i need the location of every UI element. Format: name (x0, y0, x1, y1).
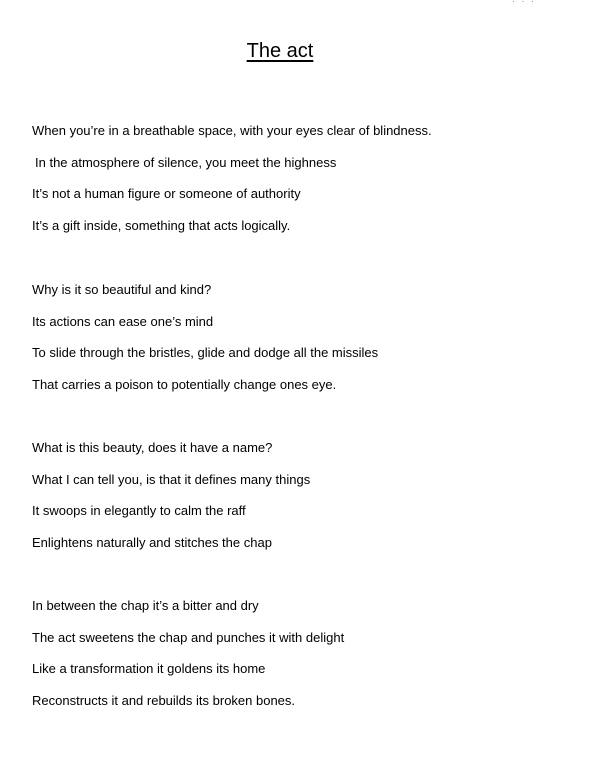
stanza-1 (32, 123, 552, 250)
poem-line: Like a transformation it goldens its home (32, 661, 266, 677)
poem-line: The act sweetens the chap and punches it with delight (32, 629, 345, 645)
poem-title: The act (246, 40, 314, 62)
poem-line: Its actions can ease one’s mind (32, 313, 214, 329)
poem-line: Why is it so beautiful and kind? (32, 282, 212, 297)
poem-line: Enlightens naturally and stitches the chap (32, 535, 272, 551)
poem-line: It’s a gift inside, something that acts logically. (32, 218, 291, 234)
poem-line: In the atmosphere of silence, you meet the highness (35, 154, 337, 170)
poem-line: To slide through the bristles, glide and dodge all the missiles (32, 345, 379, 361)
poem-line: In between the chap it’s a bitter and dry (32, 598, 259, 613)
page-corner-mark: · · · (512, 0, 536, 6)
poem-line: What is this beauty, does it have a name? (32, 440, 273, 455)
stanza-2 (32, 282, 552, 409)
stanza-3 (32, 440, 552, 567)
poem-line: What I can tell you, is that it defines many things (32, 471, 311, 487)
poem-line: It swoops in elegantly to calm the raff (32, 503, 246, 519)
stanza-4 (32, 598, 552, 725)
poem-line: That carries a poison to potentially change ones eye. (32, 377, 337, 393)
poem-line: Reconstructs it and rebuilds its broken bones. (32, 693, 296, 709)
poem-line: It’s not a human figure or someone of authority (32, 186, 301, 202)
poem-line: When you’re in a breathable space, with your eyes clear of blindness. (32, 123, 432, 138)
